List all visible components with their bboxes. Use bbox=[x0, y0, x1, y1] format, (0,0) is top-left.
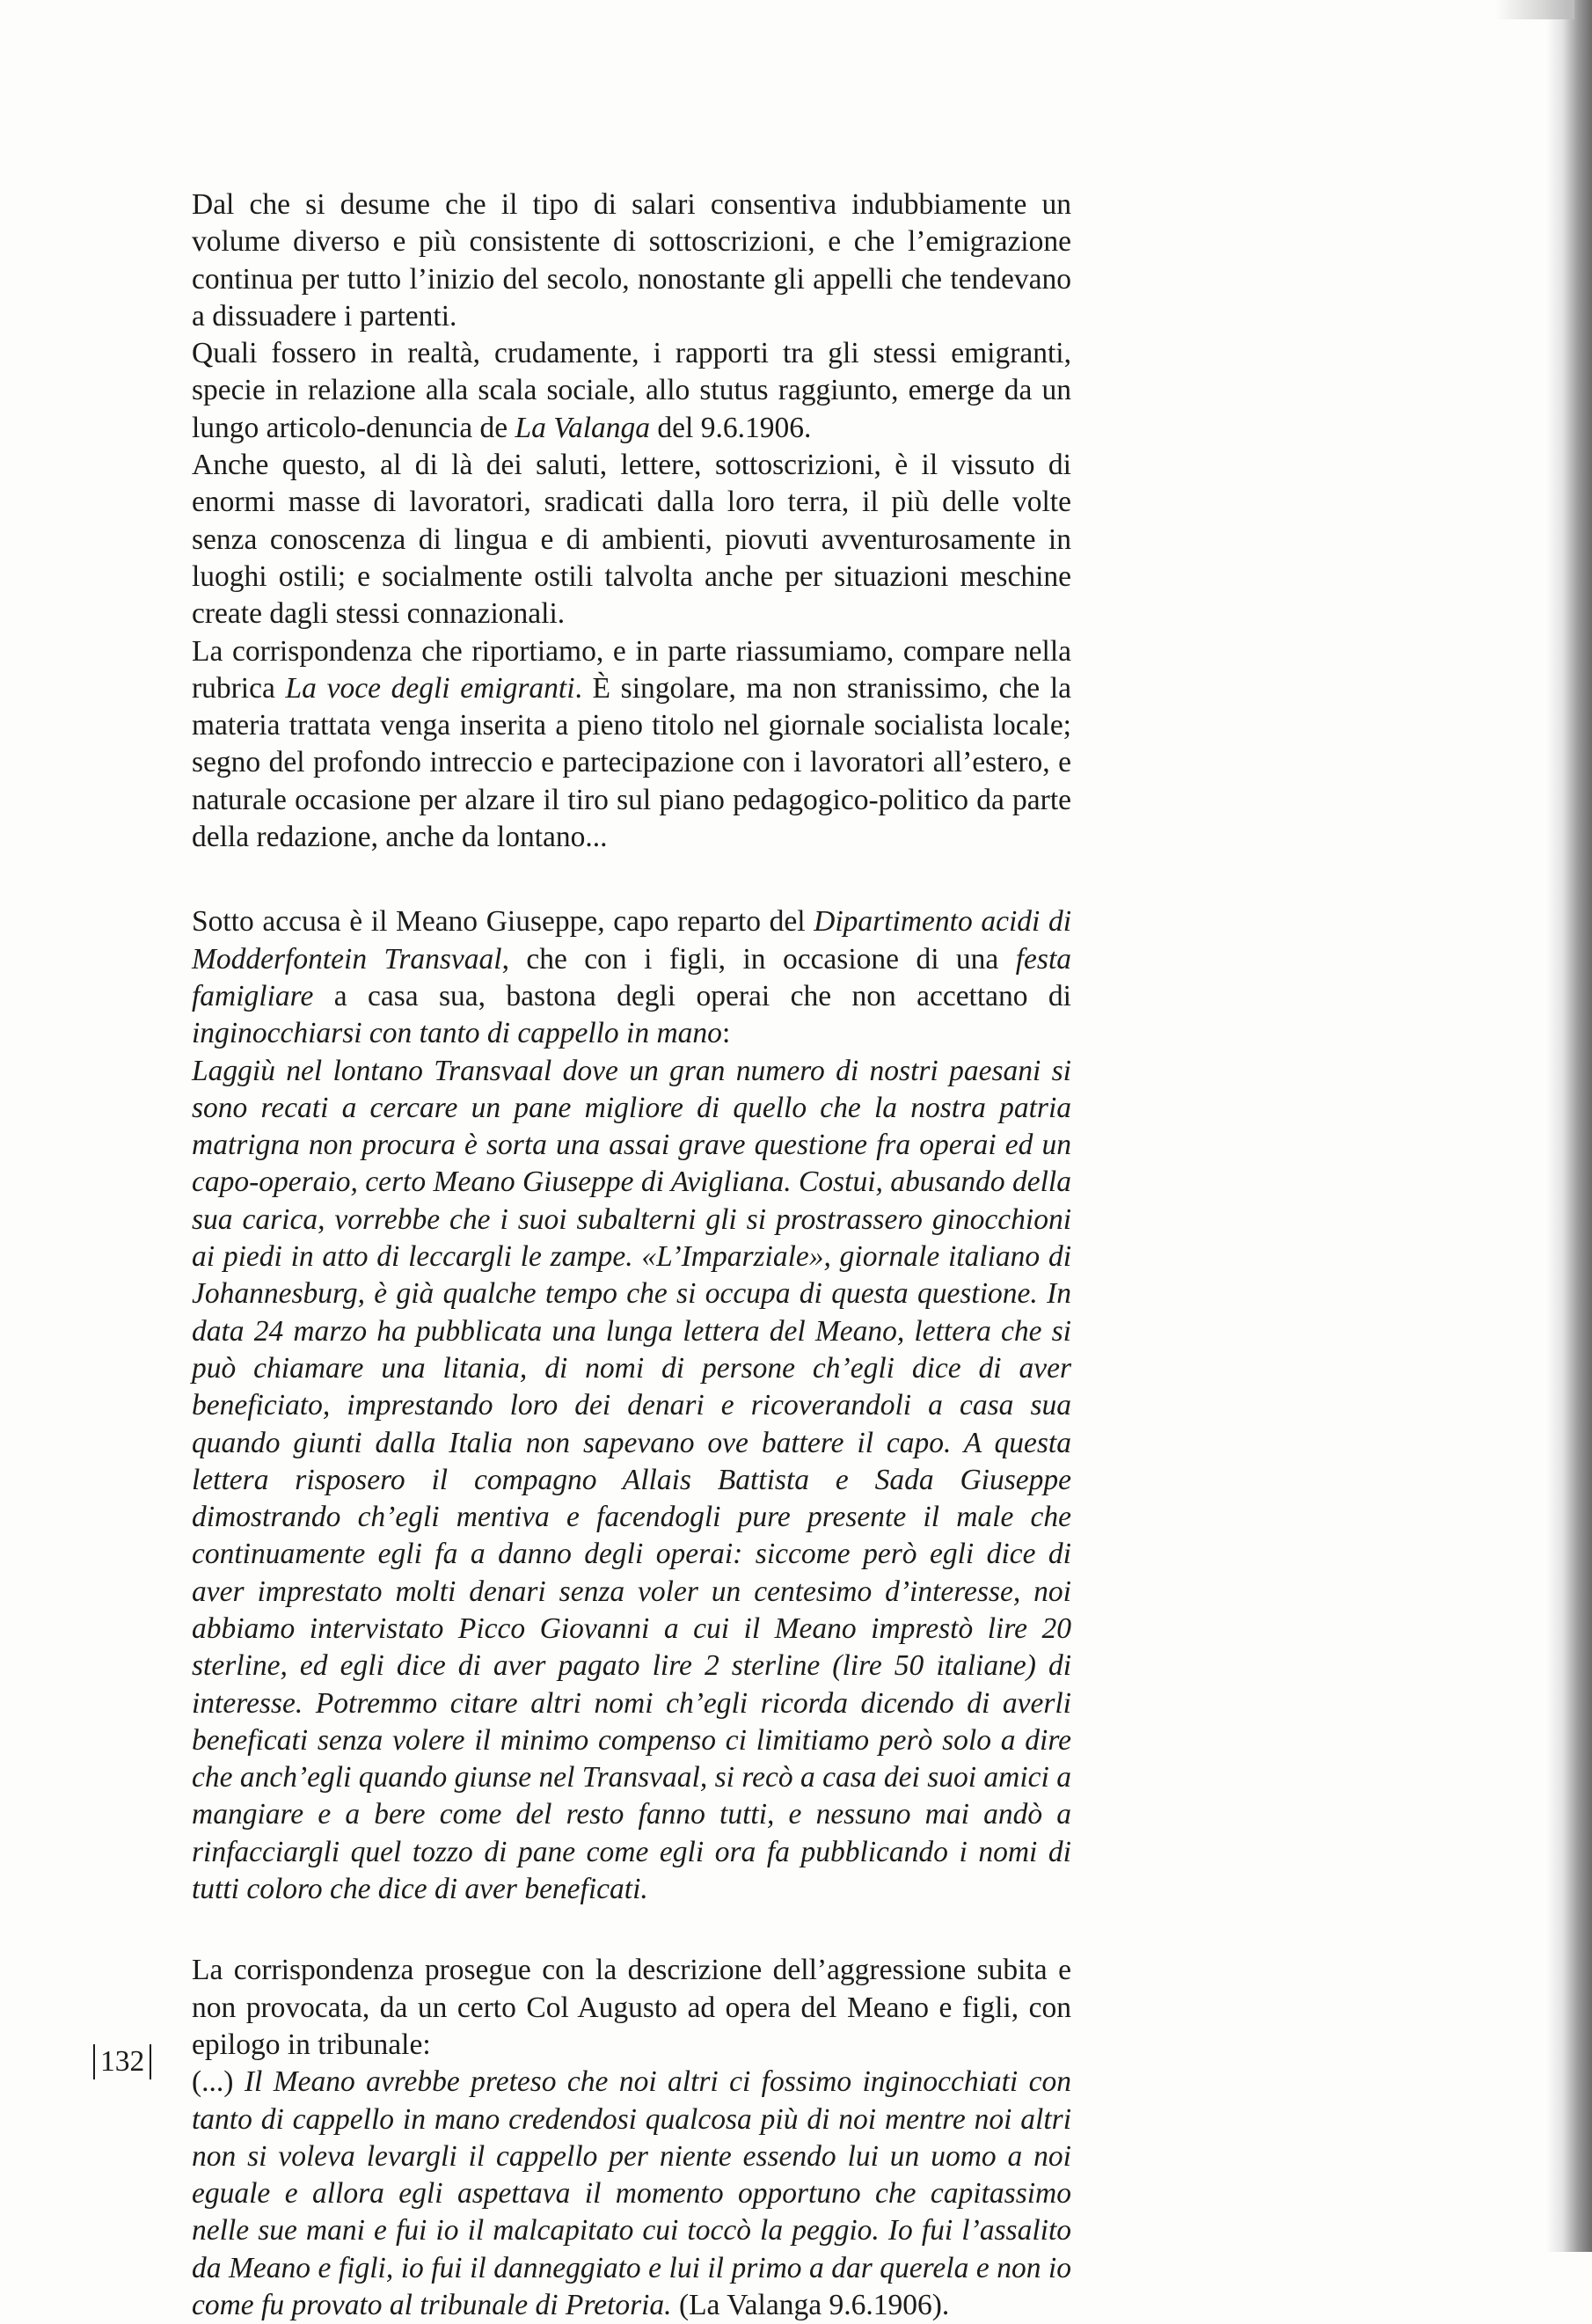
page-corner-shadow bbox=[1495, 0, 1574, 19]
book-spine-shadow bbox=[1546, 0, 1592, 2252]
text-run: del 9.6.1906. bbox=[650, 411, 812, 444]
text-run: (...) bbox=[192, 2065, 245, 2099]
text-run: . È singolare, ma non stranissimo, che la materia trattata venga inserita a pieno titolo nel giornale socialista locale; segno del profondo intreccio e partecipazione con i lavoratori all’estero, e naturale occasione per alzare il tiro sul piano pedagogico-politico da parte della redazione, anche da lontano... bbox=[192, 671, 1071, 854]
text-run: La corrispondenza che riportiamo, e in parte riassumiamo, compare nella rubrica bbox=[192, 634, 1071, 705]
italic-text: La Valanga bbox=[515, 411, 651, 444]
text-run: Sotto accusa è il Meano Giuseppe, capo reparto del bbox=[192, 905, 814, 939]
text-run: Quali fossero in realtà, crudamente, i rapporti tra gli stessi emigranti, specie in relazione alla scala sociale, allo stutus raggiunto, emerge da un lungo articolo-denuncia de bbox=[192, 337, 1071, 444]
paragraph-rapporti bbox=[192, 335, 1071, 447]
page-number-block bbox=[88, 2043, 157, 2081]
paragraph-salari bbox=[192, 186, 1071, 335]
quote-tribunale bbox=[192, 2064, 1071, 2324]
text-run: : bbox=[721, 1017, 731, 1050]
page-number: 132 bbox=[100, 2045, 145, 2078]
page-body bbox=[192, 186, 1071, 2324]
page-number-left-rule bbox=[93, 2044, 95, 2079]
text-run: Dal che si desume che il tipo di salari consentiva indubbiamente un volume diverso e più consistente di sottoscrizioni, e che l’emigrazione continua per tutto l’inizio del secolo, nonostante gli appelli che tendevano a dissuadere i partenti. bbox=[192, 188, 1071, 333]
italic-text: La voce degli emigranti bbox=[285, 671, 575, 705]
italic-text: inginocchiarsi con tanto di cappello in mano bbox=[192, 1017, 722, 1050]
text-run: La corrispondenza prosegue con la descrizione dell’aggressione subita e non provocata, da un certo Col Augusto ad opera del Meano e figli, con epilogo in tribunale: bbox=[192, 1954, 1071, 2061]
text-run: a casa sua, bastona degli operai che non accettano di bbox=[313, 979, 1071, 1012]
italic-text: Il Meano avrebbe preteso che noi altri ci fossimo inginocchiati con tanto di cappello in mano credendosi qualcosa più di noi mentre noi altri non si voleva levargli il cappello per niente essendo lui un uomo a noi eguale e allora egli aspettava il momento opportuno che capitassimo nelle sue mani e fui io il malcapitato cui toccò la peggio. Io fui l’assalito da Meano e figli, io fui il danneggiato e lui il primo a dar querela e non io come fu provato al tribunale di Pretoria. bbox=[192, 2065, 1071, 2322]
paragraph-aggressione bbox=[192, 1952, 1071, 2064]
paragraph-corrispondenza bbox=[192, 633, 1071, 857]
italic-text: festa famigliare bbox=[192, 942, 1072, 1012]
paragraph-accusa bbox=[192, 903, 1071, 1052]
quote-transvaal bbox=[192, 1053, 1071, 1909]
italic-text: Dipartimento acidi di Modderfontein Transvaal bbox=[192, 905, 1072, 976]
page-number-right-rule bbox=[150, 2044, 151, 2079]
text-run: Anche questo, al di là dei saluti, lettere, sottoscrizioni, è il vissuto di enormi masse di lavoratori, sradicati dalla loro terra, il più delle volte senza conoscenza di lingua e di ambienti, piovuti avventurosamente in luoghi ostili; e socialmente ostili talvolta anche per situazioni meschine create dagli stessi connazionali. bbox=[192, 449, 1071, 631]
paragraph-vissuto bbox=[192, 447, 1071, 632]
italic-text: Laggiù nel lontano Transvaal dove un gran numero di nostri paesani si sono recati a cercare un pane migliore di quello che la nostra patria matrigna non procura è sorta una assai grave questione fra operai ed un capo-operaio, certo Meano Giuseppe di Avigliana. Costui, abusando della sua carica, vorrebbe che i suoi subalterni gli si prostrassero ginocchioni ai piedi in atto di leccargli le zampe. «L’Imparziale», giornale italiano di Johannesburg, è già qualche tempo che si occupa di questa questione. In data 24 marzo ha pubblicata una lunga lettera del Meano, lettera che si può chiamare una litania, di nomi di persone ch’egli dice di aver beneficiato, imprestando loro dei denari e ricoverandoli a casa sua quando giunti dalla Italia non sapevano ove battere il capo. A questa lettera risposero il compagno Allais Battista e Sada Giuseppe dimostrando ch’egli mentiva e facendogli pure presente il male che continuamente egli fa a danno degli operai: siccome però egli dice di aver imprestato molti denari senza voler un centesimo d’interesse, noi abbiamo intervistato Picco Giovanni a cui il Meano imprestò lire 20 sterline, ed egli dice di aver pagato lire 2 sterline (lire 50 italiane) di interesse. Potremmo citare altri nomi ch’egli ricorda dicendo di averli beneficati senza volere il minimo compenso ci limitiamo però solo a dire che anch’egli quando giunse nel Transvaal, si recò a casa dei suoi amici a mangiare e a bere come del resto fanno tutti, e nessuno mai andò a rinfacciargli quel tozzo di pane come egli ora fa pubblicando i nomi di tutti coloro che dice di aver beneficati. bbox=[192, 1054, 1071, 1906]
text-run: (La Valanga 9.6.1906). bbox=[671, 2289, 950, 2322]
text-run: , che con i figli, in occasione di una bbox=[501, 942, 1016, 976]
